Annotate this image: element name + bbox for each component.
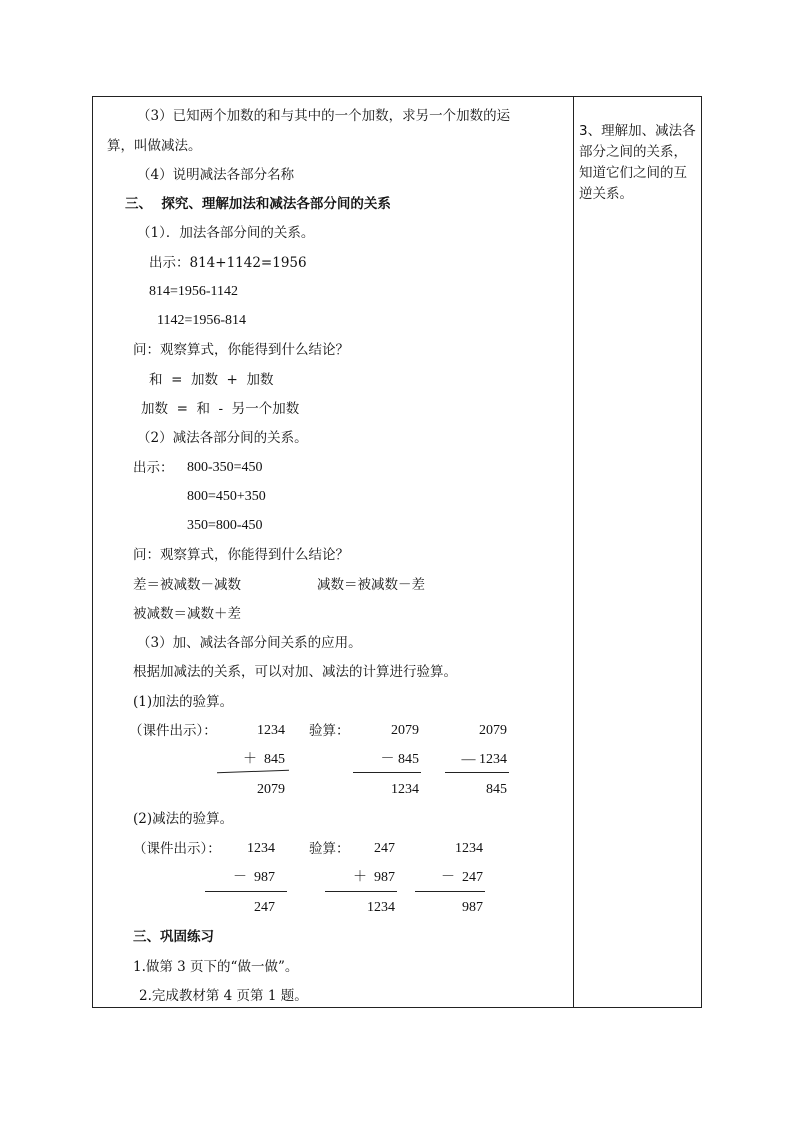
calc-operand: － 845 <box>380 752 419 767</box>
column-divider <box>573 97 574 1007</box>
calc-result: 1234 <box>367 900 395 915</box>
calc-operand: — 1234 <box>461 752 507 767</box>
text-line: 出示：814+1142=1956 <box>149 255 307 271</box>
calc-rule-line <box>205 891 287 892</box>
lesson-table <box>92 96 702 1008</box>
equation: 800=450+350 <box>187 489 266 504</box>
text-line: （3）加、减法各部分间关系的应用。 <box>137 635 362 651</box>
equation: 814=1956-1142 <box>149 284 239 299</box>
text-line: （2）减法各部分间的关系。 <box>137 430 308 446</box>
calc-rule-line <box>217 770 289 774</box>
rule: 加数 = 和 - 另一个加数 <box>141 401 300 417</box>
calc-rule-line <box>353 772 421 773</box>
question: 问：观察算式，你能得到什么结论？ <box>133 342 349 358</box>
text-line: （4）说明减法各部分名称 <box>137 167 295 183</box>
calc-top: 2079 <box>479 723 507 738</box>
calc-operand: － 247 <box>441 870 483 885</box>
equation: 350=800-450 <box>187 518 263 533</box>
calc-result: 1234 <box>391 782 419 797</box>
text-line: 验算： <box>309 841 350 857</box>
equation: 1142=1956-814 <box>157 313 247 328</box>
calc-top: 2079 <box>391 723 419 738</box>
rule: 和 = 加数 + 加数 <box>149 372 274 388</box>
rule: 减数＝被减数－差 <box>317 577 425 593</box>
calc-operand: ＋ 845 <box>243 752 285 767</box>
calc-rule-line <box>325 891 397 892</box>
calc-result: 2079 <box>257 782 285 797</box>
rule: 被减数＝减数＋差 <box>133 606 241 622</box>
text-line: （课件出示）： <box>133 841 221 857</box>
calc-result: 845 <box>486 782 507 797</box>
text-line: 出示： <box>133 460 174 476</box>
text-line: 算，叫做减法。 <box>107 138 202 154</box>
calc-result: 247 <box>254 900 275 915</box>
question: 问：观察算式，你能得到什么结论？ <box>133 547 349 563</box>
section-heading: 三、 探究、理解加法和减法各部分间的关系 <box>125 196 391 212</box>
exercise-item: 1.做第 3 页下的“做一做”。 <box>133 959 299 975</box>
calc-operand: ＋ 987 <box>353 870 395 885</box>
text-line: （课件出示）： <box>129 723 217 739</box>
exercise-item: 2.完成教材第 4 页第 1 题。 <box>139 988 308 1004</box>
text-line: （3）已知两个加数的和与其中的一个加数，求另一个加数的运 <box>137 108 511 124</box>
text-line: 验算： <box>309 723 350 739</box>
calc-top: 1234 <box>455 841 483 856</box>
calc-result: 987 <box>462 900 483 915</box>
text-line: (2)减法的验算。 <box>133 811 234 827</box>
calc-top: 247 <box>374 841 395 856</box>
calc-top: 1234 <box>247 841 275 856</box>
text-line: 根据加减法的关系，可以对加、减法的计算进行验算。 <box>133 664 457 680</box>
calc-rule-line <box>415 891 485 892</box>
section-heading: 三、巩固练习 <box>133 929 214 945</box>
calc-rule-line <box>445 772 509 773</box>
text-line: (1)加法的验算。 <box>133 694 234 710</box>
text-line: （1）．加法各部分间的关系。 <box>137 225 315 241</box>
equation: 800-350=450 <box>187 460 263 475</box>
calc-top: 1234 <box>257 723 285 738</box>
objective-note: 3、理解加、减法各部分之间的关系，知道它们之间的互逆关系。 <box>579 123 696 202</box>
calc-operand: － 987 <box>233 870 275 885</box>
rule: 差＝被减数－减数 <box>133 577 241 593</box>
